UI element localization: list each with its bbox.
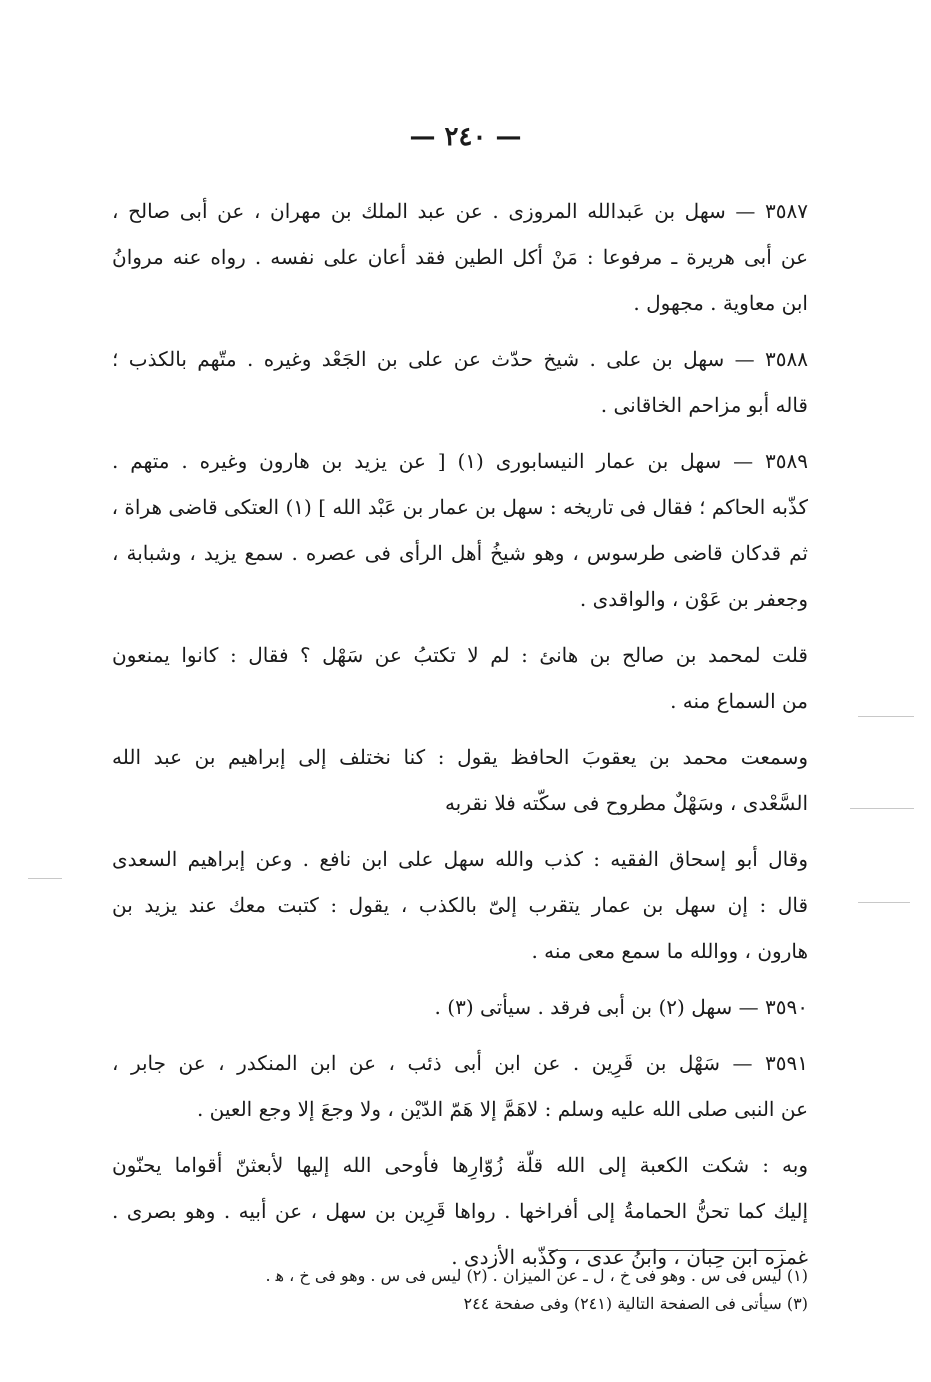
text-line: السَّعْدى ، وسَهْلٌ مطروح فى سكّته فلا نقربه bbox=[444, 791, 808, 815]
scan-mark bbox=[28, 878, 62, 879]
text-line: ثم قدكان قاضى طرسوس ، وهو شيخُ أهل الرأى فى عصره . سمع يزيد ، وشبابة ، bbox=[112, 541, 808, 565]
entry bbox=[112, 336, 808, 428]
text-line: ٣٥٨٨ — سهل بن على . شيخ حدّث عن على بن الجَعْد وغيره . متّهم بالكذب ؛ bbox=[112, 347, 808, 371]
page-number: — ٢٤٠ — bbox=[409, 122, 522, 152]
text-line: وجعفر بن عَوْن ، والواقدى . bbox=[579, 587, 808, 611]
text-line: قال : إن سهل بن عمار يتقرب إلىّ بالكذب ، يقول : كتبت معك عند يزيد بن bbox=[112, 893, 808, 917]
entry bbox=[112, 734, 808, 826]
footnotes bbox=[112, 1262, 808, 1318]
entry bbox=[112, 438, 808, 622]
text-line: وبه : شكت الكعبة إلى الله قلّة زُوّارِها فأوحى الله إليها لأبعثنّ أقواما يحنّون bbox=[112, 1153, 808, 1177]
text-line: ٣٥٩١ — سَهْل بن قَرِين . عن ابن أبى ذئب ، عن ابن المنكدر ، عن جابر ، bbox=[112, 1051, 808, 1075]
text-line: ابن معاوية . مجهول . bbox=[633, 291, 808, 315]
text-line: من السماع منه . bbox=[670, 689, 808, 713]
text-line: ٣٥٩٠ — سهل (٢) بن أبى فرقد . سيأتى (٣) . bbox=[434, 995, 808, 1019]
entry bbox=[112, 632, 808, 724]
main-text bbox=[112, 188, 808, 1290]
text-line: هارون ، ووالله ما سمع معى منه . bbox=[531, 939, 808, 963]
text-line: إليك كما تحنُّ الحمامةُ إلى أفراخها . رواها قَرِين بن سهل ، عن أبيه . وهو بصرى . bbox=[112, 1199, 808, 1223]
entry bbox=[112, 1040, 808, 1132]
entry bbox=[112, 984, 808, 1030]
text-line: عن النبى صلى الله عليه وسلم : لاهَمَّ إلا هَمّ الدّيْن ، ولا وجعَ إلا وجع العين . bbox=[196, 1097, 808, 1121]
scan-mark bbox=[858, 716, 914, 717]
text-line: قاله أبو مزاحم الخاقانى . bbox=[600, 393, 808, 417]
scan-mark bbox=[850, 808, 914, 809]
text-line: ٣٥٨٧ — سهل بن عَبدالله المروزى . عن عبد الملك بن مهران ، عن أبى صالح ، bbox=[112, 199, 808, 223]
text-line: ٣٥٨٩ — سهل بن عمار النيسابورى (١) [ عن يزيد بن هارون وغيره . متهم . bbox=[112, 449, 808, 473]
text-line: عن أبى هريرة ـ مرفوعا : مَنْ أكل الطين فقد أعان على نفسه . رواه عنه مروانُ bbox=[112, 245, 808, 269]
footnote: (١) ليس فى س . وهو فى خ ، ل ـ عن الميزان . (٢) ليس فى س . وهو فى خ ، ﻫ . bbox=[265, 1266, 808, 1285]
text-line: وسمعت محمد بن يعقوبَ الحافظ يقول : كنا نختلف إلى إبراهيم بن عبد الله bbox=[112, 745, 808, 769]
text-line: غمزه ابن حِبان ، وابنُ عدى ، وكذّبه الأزدى . bbox=[451, 1245, 808, 1269]
entry bbox=[112, 836, 808, 974]
text-line: كذّبه الحاكم ؛ فقال فى تاريخه : سهل بن عمار بن عَبْد الله ] (١) العتكى قاضى هراة ، bbox=[112, 495, 808, 519]
entry bbox=[112, 188, 808, 326]
entry bbox=[112, 1142, 808, 1280]
footnote-divider bbox=[548, 1250, 786, 1251]
text-line: قلت لمحمد بن صالح بن هانئ : لم لا تكتبُ عن سَهْل ؟ فقال : كانوا يمنعون bbox=[112, 643, 808, 667]
footnote: (٣) سيأتى فى الصفحة التالية (٢٤١) وفى صفحة ٢٤٤ bbox=[463, 1294, 808, 1313]
scan-mark bbox=[858, 902, 910, 903]
text-line: وقال أبو إسحاق الفقيه : كذب والله سهل على ابن نافع . وعن إبراهيم السعدى bbox=[112, 847, 808, 871]
